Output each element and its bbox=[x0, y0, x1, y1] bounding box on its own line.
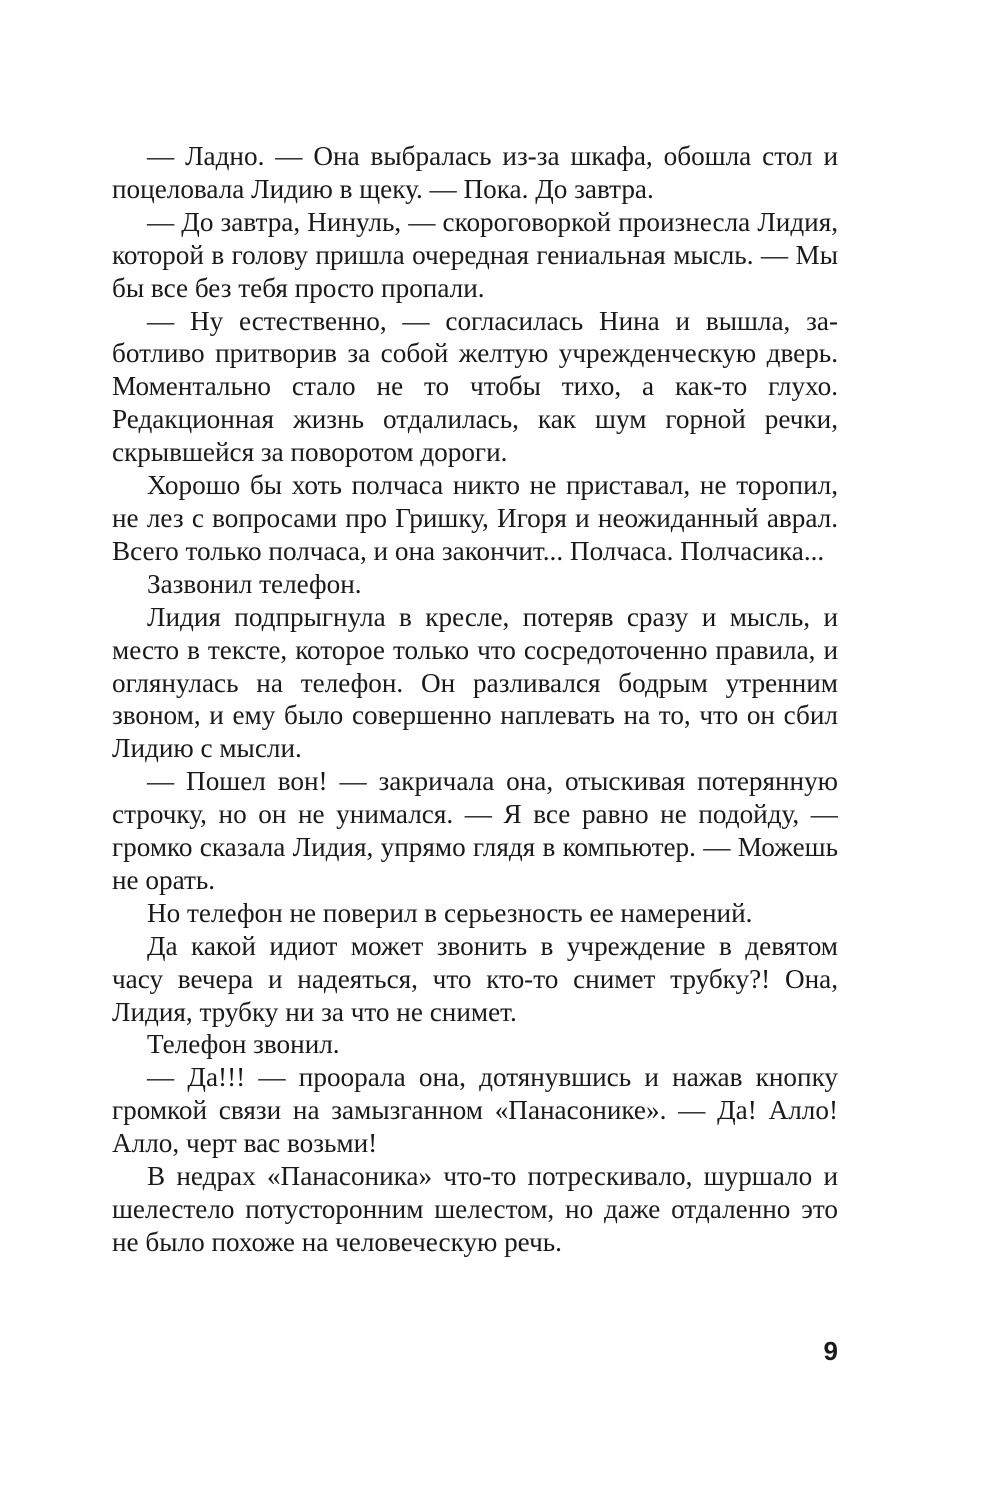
paragraph: — Ну естественно, — согласилась Нина и вышла, заботливо притворив за собой желтую учрежденческую дверь. Моментально стало не то чтобы тихо, а как-то глухо. Редакционная жизнь отдалилась, как шум горной речки, скрывшейся за поворотом дороги. bbox=[112, 305, 838, 468]
paragraph: Зазвонил телефон. bbox=[147, 568, 362, 599]
paragraph: Телефон звонил. bbox=[147, 1029, 340, 1060]
paragraph: Но телефон не поверил в серьезность ее намерений. bbox=[147, 897, 753, 928]
paragraph: В недрах «Панасоника» что-то потрескивало, шуршало и шелестело потусторонним шелестом, но даже отдаленно это не было похоже на человеческую речь. bbox=[112, 1161, 838, 1257]
page-number: 9 bbox=[823, 1336, 838, 1366]
paragraph: — До завтра, Нинуль, — скороговоркой произнесла Лидия, которой в голову пришла очередная гениальная мысль. — Мы бы все без тебя просто пропали. bbox=[112, 206, 838, 303]
paragraph: Да какой идиот может звонить в учреждение в девятом часу вечера и надеяться, что кто-то снимет трубку?! Она, Лидия, трубку ни за что не снимет. bbox=[112, 930, 838, 1027]
paragraph: Лидия подпрыгнула в кресле, потеряв сразу и мысль, и место в тексте, которое только что сосредоточенно правила, и оглянулась на телефон. Он разливался бодрым утренним звоном, и ему было совершенно наплевать на то, что он сбил Лидию с мысли. bbox=[112, 601, 838, 764]
paragraph: — Ладно. — Она выбралась из-за шкафа, обошла стол и поцеловала Лидию в щеку. — Пока. До завтра. bbox=[112, 141, 838, 204]
page-body bbox=[112, 140, 838, 1259]
paragraph: — Пошел вон! — закричала она, отыскивая потерянную строчку, но он не унимался. — Я все равно не подойду, — громко сказала Лидия, упрямо глядя в компьютер. — Можешь не орать. bbox=[112, 766, 838, 895]
paragraph: — Да!!! — проорала она, дотянувшись и нажав кнопку громкой связи на замызганном «Панасонике». — Да! Алло! Алло, черт вас возьми! bbox=[112, 1062, 838, 1159]
paragraph: Хорошо бы хоть полчаса никто не приставал, не торопил, не лез с вопросами про Гришку, Игоря и неожиданный аврал. Всего только полчаса, и она закончит... Полчаса. Полчасика... bbox=[112, 470, 838, 566]
